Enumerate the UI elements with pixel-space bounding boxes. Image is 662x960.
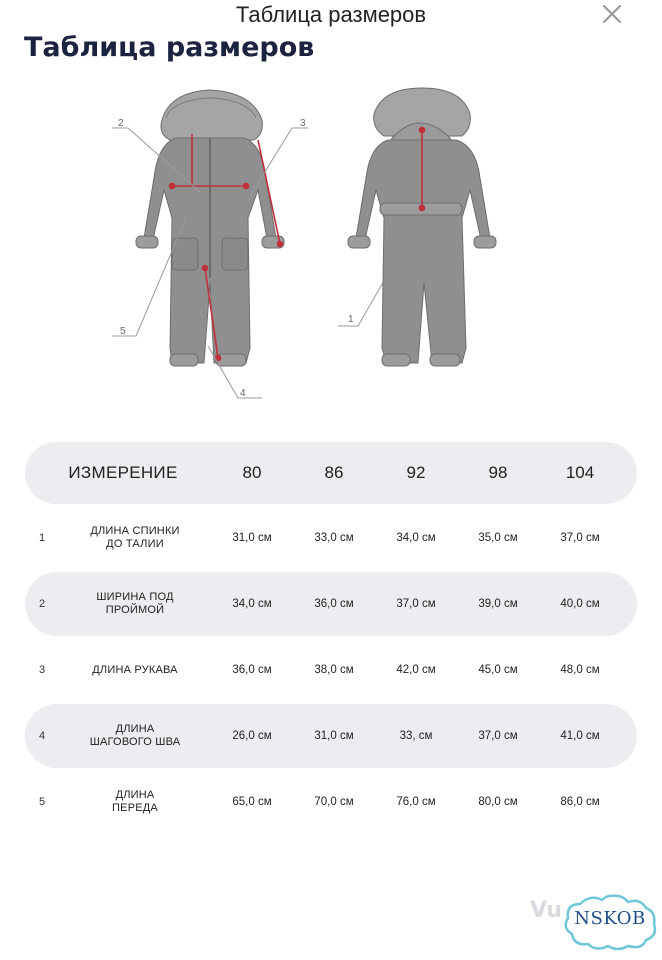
table-cell: 37,0 см [396, 598, 436, 610]
row-index: 5 [38, 796, 46, 808]
table-cell: 45,0 см [478, 664, 518, 676]
badge-text: NSKOB [574, 908, 646, 929]
close-button[interactable] [600, 2, 624, 26]
table-cell: 80,0 см [478, 796, 518, 808]
table-cell: 31,0 см [314, 730, 354, 742]
table-cell: 34,0 см [232, 598, 272, 610]
table-header [25, 442, 637, 504]
table-cell: 39,0 см [478, 598, 518, 610]
row-index: 4 [38, 730, 46, 742]
row-measurement-name [59, 723, 211, 749]
callout-label-2: 2 [118, 118, 124, 129]
size-table [25, 442, 637, 834]
table-cell: 76,0 см [396, 796, 436, 808]
callout-label-1: 1 [348, 314, 354, 325]
table-row [25, 506, 637, 570]
table-cell: 42,0 см [396, 664, 436, 676]
close-icon [600, 2, 624, 26]
table-cell: 35,0 см [478, 532, 518, 544]
table-cell: 31,0 см [232, 532, 272, 544]
table-cell: 40,0 см [560, 598, 600, 610]
table-cell: 86,0 см [560, 796, 600, 808]
modal-title: Таблица размеров [235, 2, 427, 27]
callout-label-3: 3 [300, 118, 306, 129]
row-name-line: ШАГОВОГО ШВА [89, 736, 181, 748]
header-size: 92 [406, 463, 426, 482]
watermark-text: Vu [530, 898, 562, 923]
top-bar [0, 0, 662, 34]
table-cell: 65,0 см [232, 796, 272, 808]
table-cell: 70,0 см [314, 796, 354, 808]
row-measurement-name [59, 525, 211, 551]
row-index: 3 [38, 664, 46, 676]
row-name-line: ДЛИНА [115, 723, 155, 735]
page-title: Таблица размеров [24, 32, 315, 63]
header-size: 98 [488, 463, 508, 482]
watermark [528, 888, 662, 960]
header-size: 104 [565, 463, 595, 482]
table-cell: 48,0 см [560, 664, 600, 676]
table-row [25, 572, 637, 636]
row-index: 1 [38, 532, 46, 544]
table-row [25, 770, 637, 834]
table-cell: 38,0 см [314, 664, 354, 676]
callout-label-4: 4 [240, 388, 246, 399]
table-cell: 37,0 см [560, 532, 600, 544]
size-diagram [0, 78, 662, 408]
callout-label-5: 5 [120, 326, 126, 337]
table-row [25, 638, 637, 702]
header-measurement: ИЗМЕРЕНИЕ [68, 463, 178, 482]
row-name-line: ПРОЙМОЙ [105, 604, 165, 616]
row-name-line: ДЛИНА РУКАВА [92, 663, 178, 676]
table-cell: 33,0 см [314, 532, 354, 544]
header-size: 86 [324, 463, 344, 482]
row-measurement-name [59, 591, 211, 617]
table-cell: 33, см [399, 730, 433, 742]
row-measurement-name [59, 664, 211, 677]
jumpsuit-illustration [0, 78, 662, 408]
front-view [136, 90, 284, 366]
row-index: 2 [38, 598, 46, 610]
header-size: 80 [242, 463, 262, 482]
table-cell: 37,0 см [478, 730, 518, 742]
row-name-line: ШИРИНА ПОД [96, 591, 174, 603]
table-cell: 36,0 см [232, 664, 272, 676]
row-name-line: ДЛИНА СПИНКИ [90, 525, 180, 537]
row-measurement-name [59, 789, 211, 815]
row-name-line: ДЛИНА [115, 789, 155, 801]
table-cell: 36,0 см [314, 598, 354, 610]
row-name-line: ДО ТАЛИИ [106, 538, 164, 550]
table-cell: 26,0 см [232, 730, 272, 742]
table-cell: 34,0 см [396, 532, 436, 544]
table-row [25, 704, 637, 768]
table-cell: 41,0 см [560, 730, 600, 742]
row-name-line: ПЕРЕДА [112, 802, 158, 814]
